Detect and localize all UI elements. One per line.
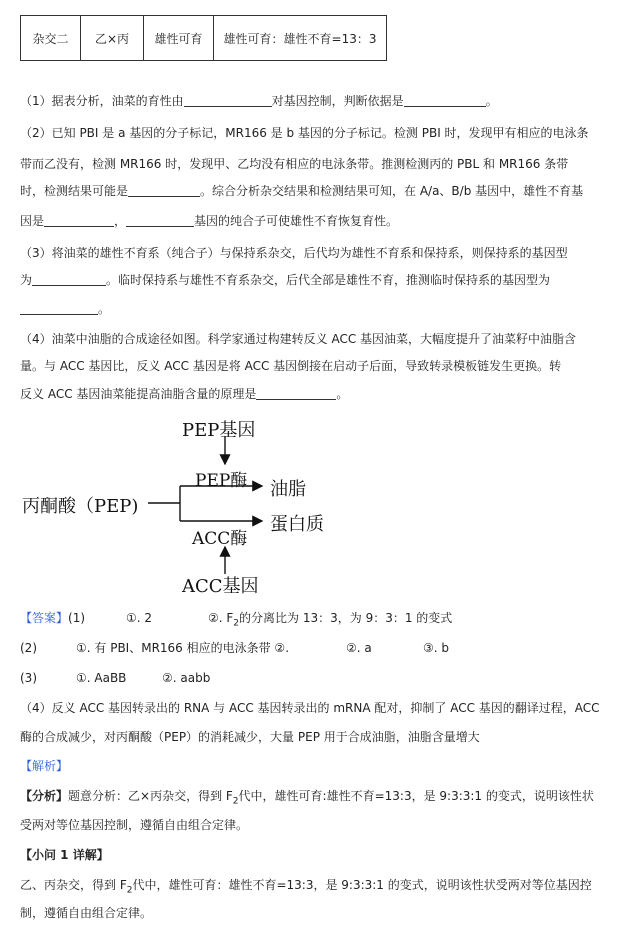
q3-line <box>20 274 625 287</box>
q2-line <box>20 185 625 198</box>
detail-line: 制，遵循自由组合定律。 <box>20 906 153 920</box>
q1-text: （1）据表分析，油菜的育性由 <box>20 94 184 108</box>
answer-num: (1) <box>68 611 86 625</box>
source-label: 丙酮酸（PEP) <box>22 496 139 517</box>
table-cell: 乙×丙 <box>81 16 144 61</box>
oil-synthesis-diagram <box>20 414 440 597</box>
detail-line: 乙、丙杂交，得到 $F_2$代中，雄性可育：雄性不育=13:3，是 9:3:3:1 的变式，说明该性状受两对等位基因控 <box>20 878 592 896</box>
answer-num: (2) <box>20 641 37 655</box>
q3-text: 。 <box>98 302 111 316</box>
analysis-tag: 【解析】 <box>20 759 69 773</box>
q2-text: 基因的纯合子可使雄性不育恢复育性。 <box>194 214 399 228</box>
answer-item: ②. $F_2$的分离比为 13：3，为 9：3：1 的变式 <box>208 611 453 629</box>
answer-blank <box>128 185 200 197</box>
q2-line: 带而乙没有，检测 MR166 时，发现甲、乙均没有相应的电泳条带。推测检测丙的 PBL 和 MR166 条带 <box>20 157 569 171</box>
answer-item: ③. b <box>423 641 450 655</box>
question-1 <box>20 95 625 108</box>
answer-line-4b: 酶的合成减少，对丙酮酸（PEP）的消耗减少，大量 PEP 用于合成油脂，油脂含量增大 <box>20 730 480 744</box>
q1-text: 。 <box>485 94 498 108</box>
analysis-label: 【分析】 <box>20 789 69 803</box>
q2-text: 时，检测结果可能是 <box>20 184 129 198</box>
answer-num: (3) <box>20 671 37 685</box>
answer-item: ①. 有 PBI、MR166 相应的电泳条带 ②. <box>76 641 290 655</box>
table-cell: 雄性可育 <box>144 16 214 61</box>
answer-blank <box>184 95 272 107</box>
q3-line: （3）将油菜的雄性不育系（纯合子）与保持系杂交，后代均为雄性不育系和保持系，则保持系的基因型 <box>20 246 568 260</box>
answer-item: ②. a <box>346 641 372 655</box>
q4-text: 。 <box>336 387 349 401</box>
q4-line: 量。与 ACC 基因比，反义 ACC 基因是将 ACC 基因倒接在启动子后面，导致转录模板链发生更换。转 <box>20 359 562 373</box>
answer-item: ②. aabb <box>162 671 211 685</box>
analysis-line: 受两对等位基因控制，遵循自由组合定律。 <box>20 818 249 832</box>
q2-line: （2）已知 PBI 是 a 基因的分子标记，MR166 是 b 基因的分子标记。检测 PBI 时，发现甲有相应的电泳条 <box>20 126 589 140</box>
q2-text: ， <box>114 214 127 228</box>
pep-gene-label: PEP基因 <box>182 420 256 441</box>
answer-tag: 【答案】 <box>20 611 69 625</box>
q3-text: 为 <box>20 273 33 287</box>
q2-line <box>20 215 625 228</box>
pep-enzyme-label: PEP酶 <box>195 471 248 491</box>
answer-line-4: （4）反义 ACC 基因转录出的 RNA 与 ACC 基因转录出的 mRNA 配对，抑制了 ACC 基因的翻译过程，ACC <box>20 701 600 715</box>
answer-blank <box>32 274 106 286</box>
answer-item: ①. 2 <box>126 611 153 625</box>
q2-text: 。综合分析杂交结果和检测结果可知，在 A/a、B/b 基因中，雄性不育基 <box>200 184 584 198</box>
q4-text: 反义 ACC 基因油菜能提高油脂含量的原理是 <box>20 387 257 401</box>
acc-gene-label: ACC基因 <box>182 576 259 597</box>
table-cell: 杂交二 <box>21 16 81 61</box>
answer-blank <box>126 215 194 227</box>
q3-text: 。临时保持系与雄性不育系杂交，后代全部是雄性不育，推测临时保持系的基因型为 <box>106 273 551 287</box>
answer-line-2 <box>20 642 625 655</box>
answer-blank <box>20 303 98 315</box>
acc-enzyme-label: ACC酶 <box>192 529 248 549</box>
q1-text: 对基因控制，判断依据是 <box>271 94 404 108</box>
answer-line-1 <box>20 611 625 629</box>
table-cell: 雄性可育：雄性不育=13：3 <box>214 16 387 61</box>
table-row <box>21 16 387 61</box>
protein-label: 蛋白质 <box>270 514 324 535</box>
answer-line-3 <box>20 672 625 685</box>
oil-label: 油脂 <box>270 479 306 500</box>
q2-text: 因是 <box>20 214 45 228</box>
q4-line: （4）油菜中油脂的合成途径如图。科学家通过构建转反义 ACC 基因油菜，大幅度提升了油菜籽中油脂含 <box>20 332 577 346</box>
answer-blank <box>256 388 336 400</box>
q4-line <box>20 388 625 401</box>
analysis-line: 【分析】题意分析：乙×丙杂交，得到 $F_2$代中，雄性可育:雄性不育=13:3，是 9:3:3:1 的变式，说明该性状 <box>20 789 594 807</box>
cross-table <box>20 15 387 61</box>
answer-blank <box>44 215 114 227</box>
q3-line <box>20 303 625 316</box>
answer-blank <box>404 95 486 107</box>
subquestion-title: 【小问 1 详解】 <box>20 848 109 862</box>
answer-item: ①. AaBB <box>76 671 127 685</box>
